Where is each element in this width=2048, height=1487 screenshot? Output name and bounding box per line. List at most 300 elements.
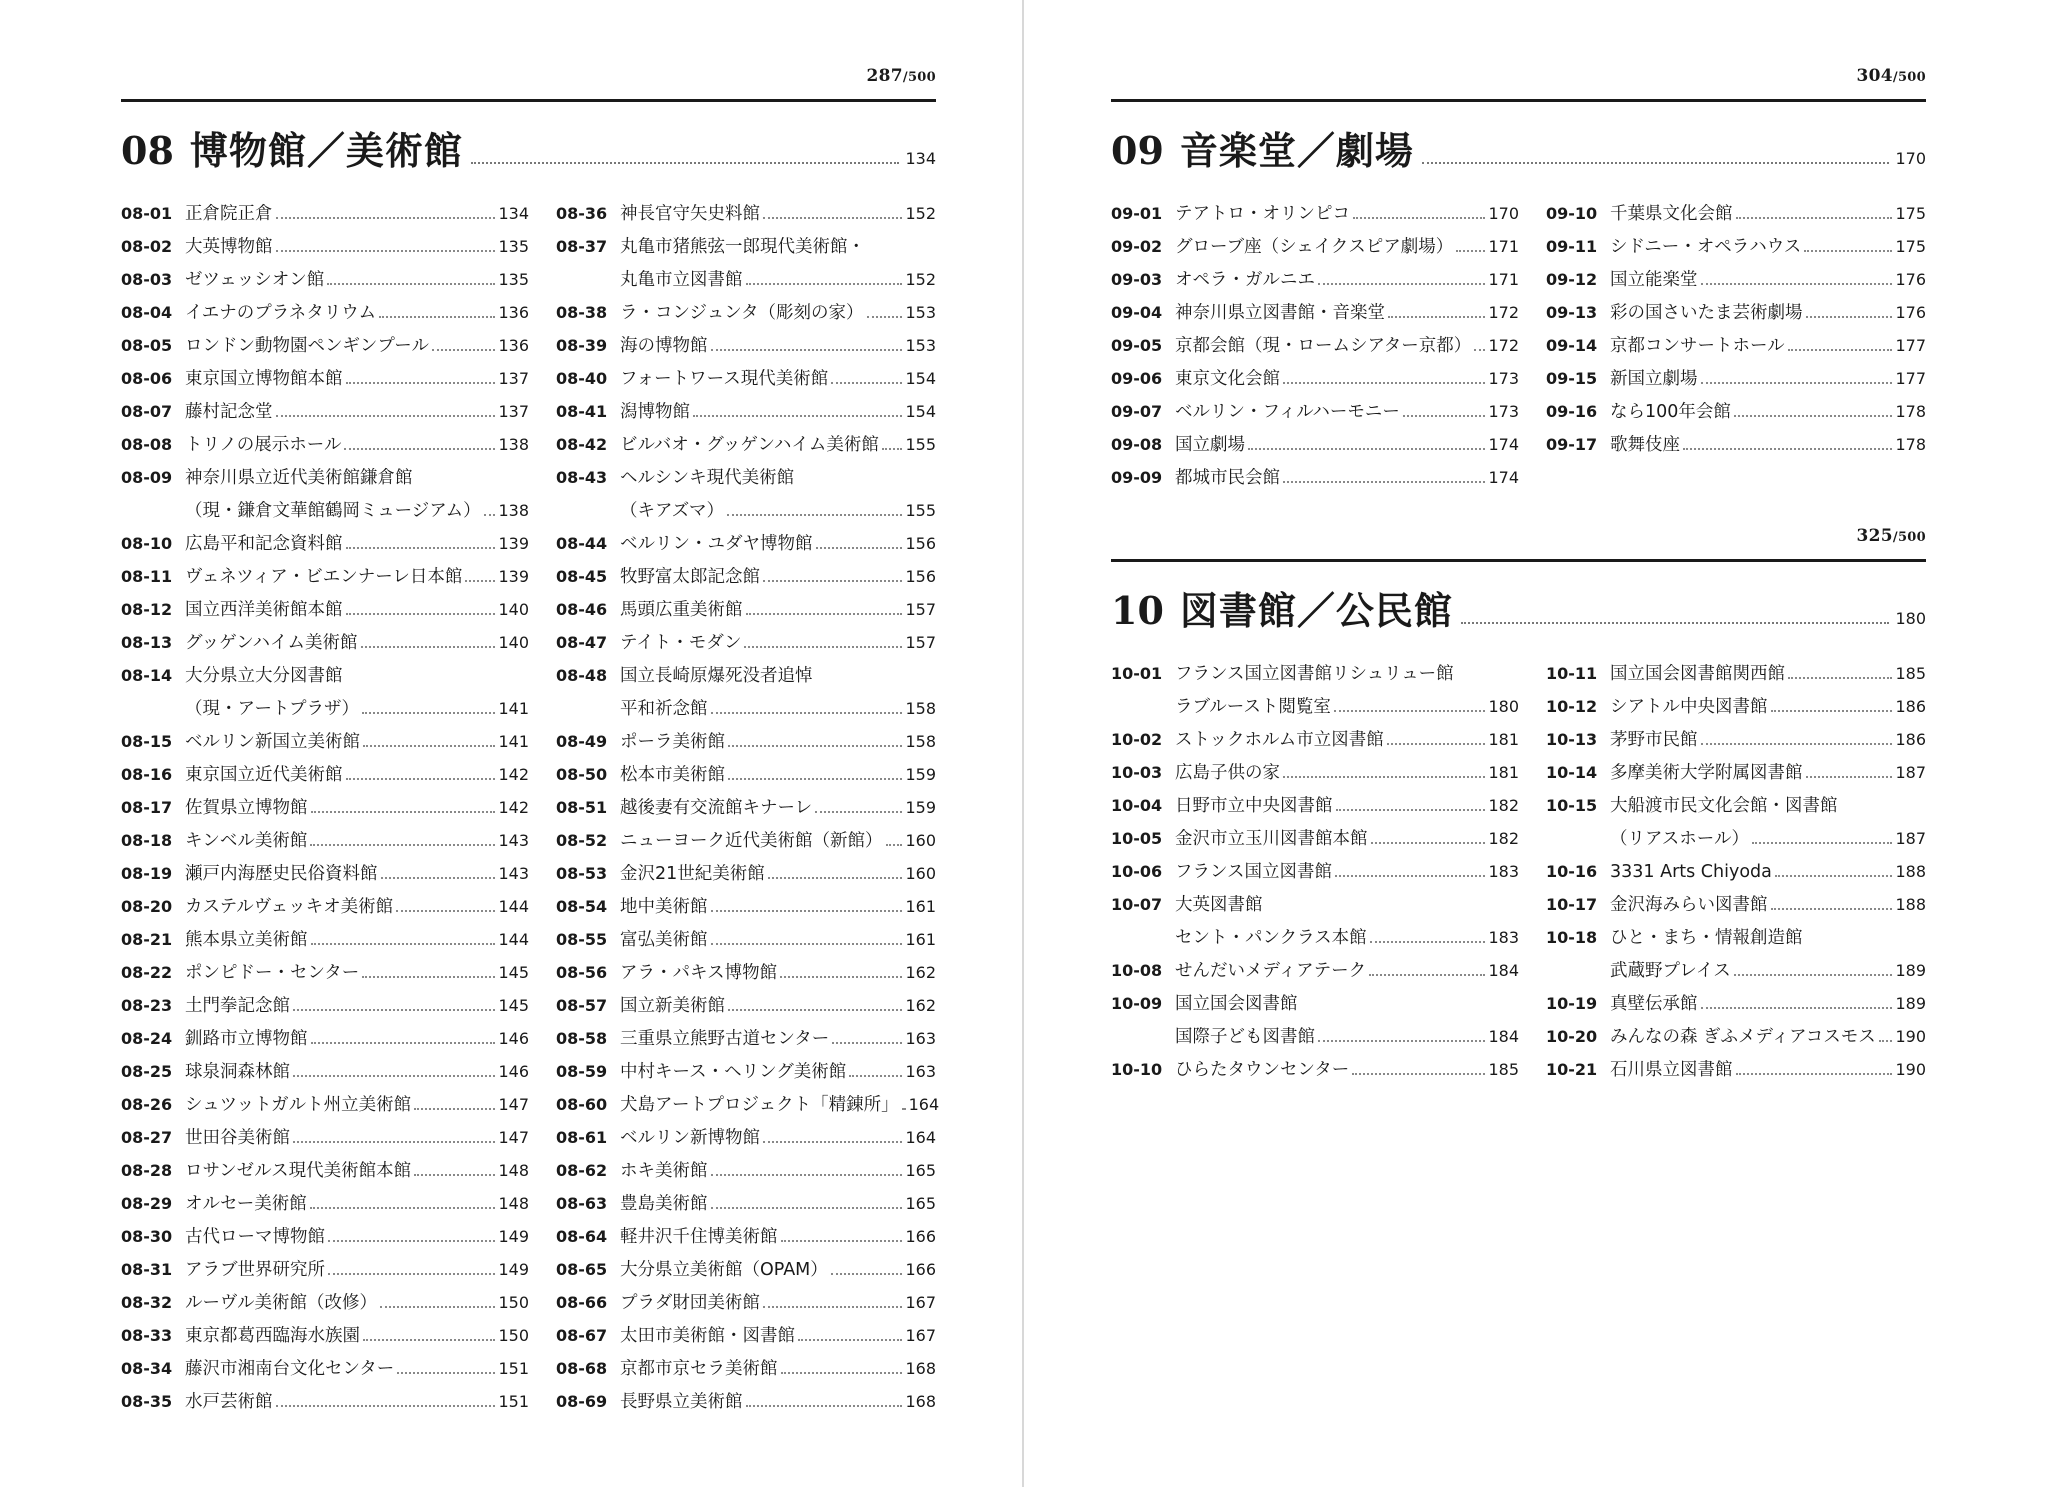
entry-page: 143 (498, 864, 529, 883)
entry-label: ロサンゼルス現代美術館本館 (185, 1161, 412, 1181)
entry-label: 中村キース・ヘリング美術館 (620, 1062, 847, 1082)
entry-code: 09-06 (1111, 369, 1163, 388)
toc-entry[interactable] (1546, 855, 1926, 888)
entry-label: 三重県立熊野古道センター (620, 1029, 830, 1049)
entry-code: 09-10 (1546, 204, 1598, 223)
entry-label: ホキ美術館 (620, 1161, 708, 1181)
entry-code: 10-18 (1546, 928, 1598, 947)
entry-page: 162 (905, 963, 936, 982)
toc-entry[interactable] (1111, 987, 1519, 1020)
entry-code: 08-32 (121, 1293, 173, 1312)
toc-entry[interactable] (1111, 855, 1519, 888)
leader-dots (1752, 842, 1893, 844)
toc-entry[interactable] (121, 1352, 529, 1385)
leader-dots (882, 448, 903, 450)
entry-code: 08-26 (121, 1095, 173, 1114)
entry-code: 08-43 (556, 468, 608, 487)
toc-entry[interactable] (121, 1055, 529, 1088)
entry-label: 大分県立大分図書館 (185, 666, 343, 686)
entry-code: 10-14 (1546, 763, 1598, 782)
entry-label: （現・アートプラザ） (185, 699, 359, 719)
leader-dots (763, 217, 902, 219)
toc-entry[interactable] (556, 296, 936, 329)
toc-entry[interactable] (556, 329, 936, 362)
entry-page: 189 (1895, 994, 1926, 1013)
entry-page: 158 (905, 699, 936, 718)
entry-page: 143 (498, 831, 529, 850)
entry-page: 178 (1895, 435, 1926, 454)
entry-code: 08-40 (556, 369, 608, 388)
toc-entry[interactable] (1546, 888, 1926, 921)
toc-entry[interactable] (121, 1121, 529, 1154)
entry-label: 彩の国さいたま芸術劇場 (1610, 303, 1803, 323)
entry-code: 08-48 (556, 666, 608, 685)
entry-code: 08-49 (556, 732, 608, 751)
entry-code: 08-34 (121, 1359, 173, 1378)
entry-label: 佐賀県立博物館 (185, 798, 308, 818)
toc-entry[interactable] (556, 230, 936, 263)
entry-page: 140 (498, 633, 529, 652)
toc-entry-continuation[interactable] (1111, 690, 1519, 723)
toc-entry[interactable] (121, 329, 529, 362)
toc-entry[interactable] (556, 593, 936, 626)
entry-label: ルーヴル美術館（改修） (185, 1293, 377, 1313)
toc-entry[interactable] (121, 1319, 529, 1352)
entry-page: 183 (1488, 928, 1519, 947)
toc-entry[interactable] (121, 1088, 529, 1121)
toc-entry[interactable] (1111, 395, 1519, 428)
leader-dots (768, 877, 903, 879)
entry-code: 08-30 (121, 1227, 173, 1246)
toc-entry[interactable] (121, 791, 529, 824)
entry-label: 神奈川県立図書館・音楽堂 (1175, 303, 1385, 323)
toc-entry[interactable] (121, 1022, 529, 1055)
entry-label: ひと・まち・情報創造館 (1610, 928, 1803, 948)
entry-label: 3331 Arts Chiyoda (1610, 862, 1772, 882)
entry-code: 08-07 (121, 402, 173, 421)
entry-page: 185 (1488, 1060, 1519, 1079)
entry-code: 08-60 (556, 1095, 608, 1114)
toc-entry[interactable] (121, 923, 529, 956)
leader-dots (328, 1273, 495, 1275)
entry-page: 182 (1488, 829, 1519, 848)
toc-entry[interactable] (121, 428, 529, 461)
toc-entry[interactable] (556, 1352, 936, 1385)
toc-entry[interactable] (1111, 428, 1519, 461)
toc-entry[interactable] (1111, 263, 1519, 296)
entry-label: （キアズマ） (620, 501, 724, 521)
toc-entry[interactable] (121, 956, 529, 989)
entry-code: 08-54 (556, 897, 608, 916)
section-heading[interactable] (1111, 580, 1926, 635)
toc-entry[interactable] (1111, 888, 1519, 921)
toc-entry[interactable] (1546, 723, 1926, 756)
entry-label: 国立能楽堂 (1610, 270, 1698, 290)
toc-entry[interactable] (121, 1286, 529, 1319)
entry-code: 08-05 (121, 336, 173, 355)
toc-entry[interactable] (1546, 230, 1926, 263)
toc-entry[interactable] (121, 1154, 529, 1187)
toc-entry[interactable] (1546, 395, 1926, 428)
toc-entry[interactable] (556, 626, 936, 659)
entry-label: ポンピドー・センター (185, 963, 360, 983)
leader-dots (293, 1009, 495, 1011)
entry-label: ひらたタウンセンター (1175, 1060, 1350, 1080)
toc-entry-continuation[interactable] (556, 263, 936, 296)
section-heading[interactable] (121, 120, 936, 175)
entry-page: 157 (905, 600, 936, 619)
toc-entry[interactable] (556, 659, 936, 692)
toc-entry[interactable] (1111, 1053, 1519, 1086)
entry-code: 08-09 (121, 468, 173, 487)
entry-page: 151 (498, 1392, 529, 1411)
entry-page: 189 (1895, 961, 1926, 980)
entry-code: 08-37 (556, 237, 608, 256)
entry-code: 10-11 (1546, 664, 1598, 683)
entry-page: 140 (498, 600, 529, 619)
leader-dots (693, 415, 902, 417)
leader-dots (346, 613, 496, 615)
leader-dots (1422, 162, 1890, 164)
entry-label: 京都コンサートホール (1610, 336, 1785, 356)
toc-entry[interactable] (121, 857, 529, 890)
entry-code: 08-57 (556, 996, 608, 1015)
entry-label: ヘルシンキ現代美術館 (620, 468, 795, 488)
toc-entry[interactable] (556, 395, 936, 428)
toc-entry[interactable] (556, 362, 936, 395)
entry-code: 08-46 (556, 600, 608, 619)
leader-dots (1736, 217, 1893, 219)
toc-entry[interactable] (556, 1220, 936, 1253)
leader-dots (293, 1075, 495, 1077)
leader-dots (276, 415, 496, 417)
entry-code: 08-14 (121, 666, 173, 685)
toc-entry[interactable] (121, 560, 529, 593)
toc-entry[interactable] (1111, 329, 1519, 362)
toc-entry[interactable] (121, 626, 529, 659)
section-page: 180 (1895, 609, 1926, 628)
toc-entry-continuation[interactable] (1546, 954, 1926, 987)
entry-label: ヴェネツィア・ビエンナーレ日本館 (185, 567, 463, 587)
toc-entry[interactable] (1546, 296, 1926, 329)
toc-entry[interactable] (1546, 1020, 1926, 1053)
toc-entry[interactable] (1546, 1053, 1926, 1086)
entry-page: 175 (1895, 237, 1926, 256)
entry-label: 国立新美術館 (620, 996, 725, 1016)
toc-entry[interactable] (1111, 789, 1519, 822)
entry-label: 釧路市立博物館 (185, 1029, 308, 1049)
leader-dots (276, 250, 496, 252)
entry-page: 159 (905, 765, 936, 784)
entry-page: 145 (498, 963, 529, 982)
toc-entry[interactable] (121, 725, 529, 758)
entry-code: 10-21 (1546, 1060, 1598, 1079)
entry-label: 真壁伝承館 (1610, 994, 1698, 1014)
toc-entry[interactable] (556, 791, 936, 824)
entry-label: フランス国立図書館リシュリュー館 (1175, 664, 1454, 684)
toc-entry[interactable] (556, 1022, 936, 1055)
toc-entry-continuation[interactable] (121, 494, 529, 527)
entry-label: テアトロ・オリンピコ (1175, 204, 1350, 224)
leader-dots (1701, 1007, 1893, 1009)
toc-entry[interactable] (121, 527, 529, 560)
toc-entry[interactable] (556, 1121, 936, 1154)
toc-entry[interactable] (1546, 756, 1926, 789)
entry-code: 08-66 (556, 1293, 608, 1312)
toc-entry[interactable] (1111, 362, 1519, 395)
toc-entry[interactable] (556, 1055, 936, 1088)
toc-entry-continuation[interactable] (1546, 822, 1926, 855)
leader-dots (744, 646, 902, 648)
entry-label: 国立劇場 (1175, 435, 1245, 455)
entry-page: 137 (498, 369, 529, 388)
entry-code: 08-11 (121, 567, 173, 586)
toc-entry[interactable] (121, 1187, 529, 1220)
entry-label: 海の博物館 (620, 336, 708, 356)
entry-label: 藤村記念堂 (185, 402, 273, 422)
toc-entry[interactable] (1111, 296, 1519, 329)
leader-dots (711, 910, 903, 912)
toc-entry[interactable] (556, 197, 936, 230)
toc-entry-continuation[interactable] (121, 692, 529, 725)
toc-entry[interactable] (556, 1319, 936, 1352)
toc-entry[interactable] (556, 725, 936, 758)
leader-dots (311, 943, 496, 945)
toc-entry-continuation[interactable] (556, 692, 936, 725)
toc-entry[interactable] (556, 857, 936, 890)
leader-dots (1353, 217, 1485, 219)
toc-entry[interactable] (121, 263, 529, 296)
toc-entry[interactable] (556, 923, 936, 956)
leader-dots (310, 844, 495, 846)
entry-code: 08-18 (121, 831, 173, 850)
section-title: 音楽堂／劇場 (1179, 128, 1414, 173)
entry-code: 08-35 (121, 1392, 173, 1411)
toc-entry[interactable] (1111, 822, 1519, 855)
leader-dots (727, 514, 903, 516)
toc-entry[interactable] (1111, 461, 1519, 494)
leader-dots (379, 316, 495, 318)
entry-page: 155 (905, 501, 936, 520)
toc-entry[interactable] (121, 890, 529, 923)
toc-entry[interactable] (1111, 230, 1519, 263)
toc-entry[interactable] (121, 230, 529, 263)
leader-dots (780, 976, 902, 978)
toc-entry[interactable] (556, 956, 936, 989)
entry-page: 144 (498, 897, 529, 916)
toc-entry[interactable] (556, 758, 936, 791)
entry-label: ストックホルム市立図書館 (1175, 730, 1384, 750)
toc-entry-continuation[interactable] (1111, 921, 1519, 954)
toc-entry[interactable] (556, 989, 936, 1022)
toc-entry-continuation[interactable] (556, 494, 936, 527)
entry-code: 08-68 (556, 1359, 608, 1378)
entry-code: 08-42 (556, 435, 608, 454)
entry-label: グッゲンハイム美術館 (185, 633, 358, 653)
toc-entry[interactable] (556, 1253, 936, 1286)
toc-entry[interactable] (556, 890, 936, 923)
entry-label: ゼツェッシオン館 (185, 270, 325, 290)
toc-entry[interactable] (556, 1088, 940, 1121)
leader-dots (849, 1075, 902, 1077)
entry-page: 136 (498, 303, 529, 322)
leader-dots (711, 1174, 903, 1176)
leader-dots (711, 712, 903, 714)
entry-page: 151 (498, 1359, 529, 1378)
entry-code: 09-03 (1111, 270, 1163, 289)
toc-entry[interactable] (1546, 428, 1926, 461)
toc-entry[interactable] (1546, 987, 1926, 1020)
leader-dots (1283, 382, 1485, 384)
leader-dots (1771, 908, 1893, 910)
leader-dots (728, 778, 902, 780)
leader-dots (1283, 776, 1485, 778)
toc-entry[interactable] (121, 659, 529, 692)
toc-entry[interactable] (556, 428, 936, 461)
toc-column-left (1111, 657, 1519, 1086)
toc-entry[interactable] (1546, 921, 1926, 954)
toc-entry[interactable] (1546, 690, 1926, 723)
toc-entry[interactable] (121, 1220, 529, 1253)
entry-code: 08-33 (121, 1326, 173, 1345)
section-page: 170 (1895, 149, 1926, 168)
toc-entry[interactable] (556, 560, 936, 593)
toc-entry[interactable] (1546, 263, 1926, 296)
entry-code: 08-53 (556, 864, 608, 883)
entry-label: 歌舞伎座 (1610, 435, 1680, 455)
entry-page: 182 (1488, 796, 1519, 815)
leader-dots (432, 349, 496, 351)
toc-entry[interactable] (121, 824, 529, 857)
entry-page: 149 (498, 1260, 529, 1279)
toc-entry[interactable] (121, 362, 529, 395)
toc-entry[interactable] (1546, 789, 1926, 822)
entry-code: 08-44 (556, 534, 608, 553)
section-rule (1111, 559, 1926, 562)
toc-entry[interactable] (1546, 197, 1926, 230)
toc-entry[interactable] (556, 527, 936, 560)
entry-label: 馬頭広重美術館 (620, 600, 743, 620)
entry-label: 瀬戸内海歴史民俗資料館 (185, 864, 378, 884)
toc-entry[interactable] (1546, 362, 1926, 395)
entry-page: 136 (498, 336, 529, 355)
leader-dots (831, 382, 902, 384)
left-page (0, 0, 1023, 1487)
toc-entry-continuation[interactable] (1111, 1020, 1519, 1053)
entry-label: 神奈川県立近代美術館鎌倉館 (185, 468, 413, 488)
entry-code: 10-08 (1111, 961, 1163, 980)
entry-page: 164 (908, 1095, 940, 1114)
entry-label: 新国立劇場 (1610, 369, 1698, 389)
entry-page: 162 (905, 996, 936, 1015)
entry-code: 08-64 (556, 1227, 608, 1246)
entry-code: 08-21 (121, 930, 173, 949)
entry-code: 09-15 (1546, 369, 1598, 388)
section-heading[interactable] (1111, 120, 1926, 175)
toc-entry[interactable] (121, 296, 529, 329)
leader-dots (1369, 974, 1485, 976)
toc-entry[interactable] (121, 1385, 529, 1418)
entry-label: 武蔵野プレイス (1610, 961, 1731, 981)
toc-entry[interactable] (1546, 329, 1926, 362)
toc-entry[interactable] (1546, 657, 1926, 690)
toc-entry[interactable] (121, 461, 529, 494)
toc-entry[interactable] (556, 1286, 936, 1319)
leader-dots (1736, 1073, 1893, 1075)
entry-label: イエナのプラネタリウム (185, 303, 377, 323)
entry-label: 牧野富太郎記念館 (620, 567, 760, 587)
entry-label: 千葉県文化会館 (1610, 204, 1733, 224)
toc-entry[interactable] (1111, 657, 1519, 690)
toc-column-left (1111, 197, 1519, 494)
entry-label: グローブ座（シェイクスピア劇場） (1175, 237, 1454, 257)
entry-page: 146 (498, 1029, 529, 1048)
leader-dots (902, 1108, 906, 1110)
entry-label: ニューヨーク近代美術館（新館） (620, 831, 883, 851)
toc-entry[interactable] (121, 1253, 529, 1286)
toc-entry[interactable] (121, 758, 529, 791)
leader-dots (311, 811, 496, 813)
leader-dots (1734, 974, 1893, 976)
entry-page: 176 (1895, 303, 1926, 322)
entry-page: 144 (498, 930, 529, 949)
toc-entry[interactable] (556, 461, 936, 494)
leader-dots (1318, 1040, 1485, 1042)
entry-code: 08-65 (556, 1260, 608, 1279)
toc-entry[interactable] (121, 197, 529, 230)
section-count: 287/500 (866, 66, 936, 86)
entry-label: なら100年会館 (1610, 402, 1731, 422)
entry-code: 08-01 (121, 204, 173, 223)
leader-dots (816, 547, 903, 549)
section-rule (121, 99, 936, 102)
entry-page: 186 (1895, 730, 1926, 749)
leader-dots (763, 1141, 902, 1143)
toc-entry[interactable] (1111, 723, 1519, 756)
entry-code: 08-61 (556, 1128, 608, 1147)
toc-entry[interactable] (1111, 756, 1519, 789)
toc-entry[interactable] (556, 824, 936, 857)
entry-code: 10-10 (1111, 1060, 1163, 1079)
entry-page: 152 (905, 270, 936, 289)
entry-label: ベルリン・ユダヤ博物館 (620, 534, 813, 554)
toc-entry[interactable] (556, 1187, 936, 1220)
entry-label: （現・鎌倉文華館鶴岡ミュージアム） (185, 501, 481, 521)
toc-entry[interactable] (556, 1385, 936, 1418)
entry-code: 08-59 (556, 1062, 608, 1081)
leader-dots (1387, 743, 1486, 745)
leader-dots (380, 1306, 495, 1308)
leader-dots (1683, 448, 1892, 450)
entry-page: 180 (1488, 697, 1519, 716)
entry-code: 10-12 (1546, 697, 1598, 716)
toc-entry[interactable] (556, 1154, 936, 1187)
toc-entry[interactable] (121, 989, 529, 1022)
toc-entry[interactable] (1111, 197, 1519, 230)
entry-page: 135 (498, 270, 529, 289)
toc-entry[interactable] (121, 395, 529, 428)
entry-page: 145 (498, 996, 529, 1015)
entry-label: トリノの展示ホール (185, 435, 342, 455)
leader-dots (798, 1339, 902, 1341)
entry-label: 都城市民会館 (1175, 468, 1280, 488)
entry-label: 地中美術館 (620, 897, 708, 917)
leader-dots (781, 1240, 903, 1242)
entry-label: 広島平和記念資料館 (185, 534, 343, 554)
toc-entry[interactable] (1111, 954, 1519, 987)
toc-entry[interactable] (121, 593, 529, 626)
entry-page: 155 (905, 435, 936, 454)
